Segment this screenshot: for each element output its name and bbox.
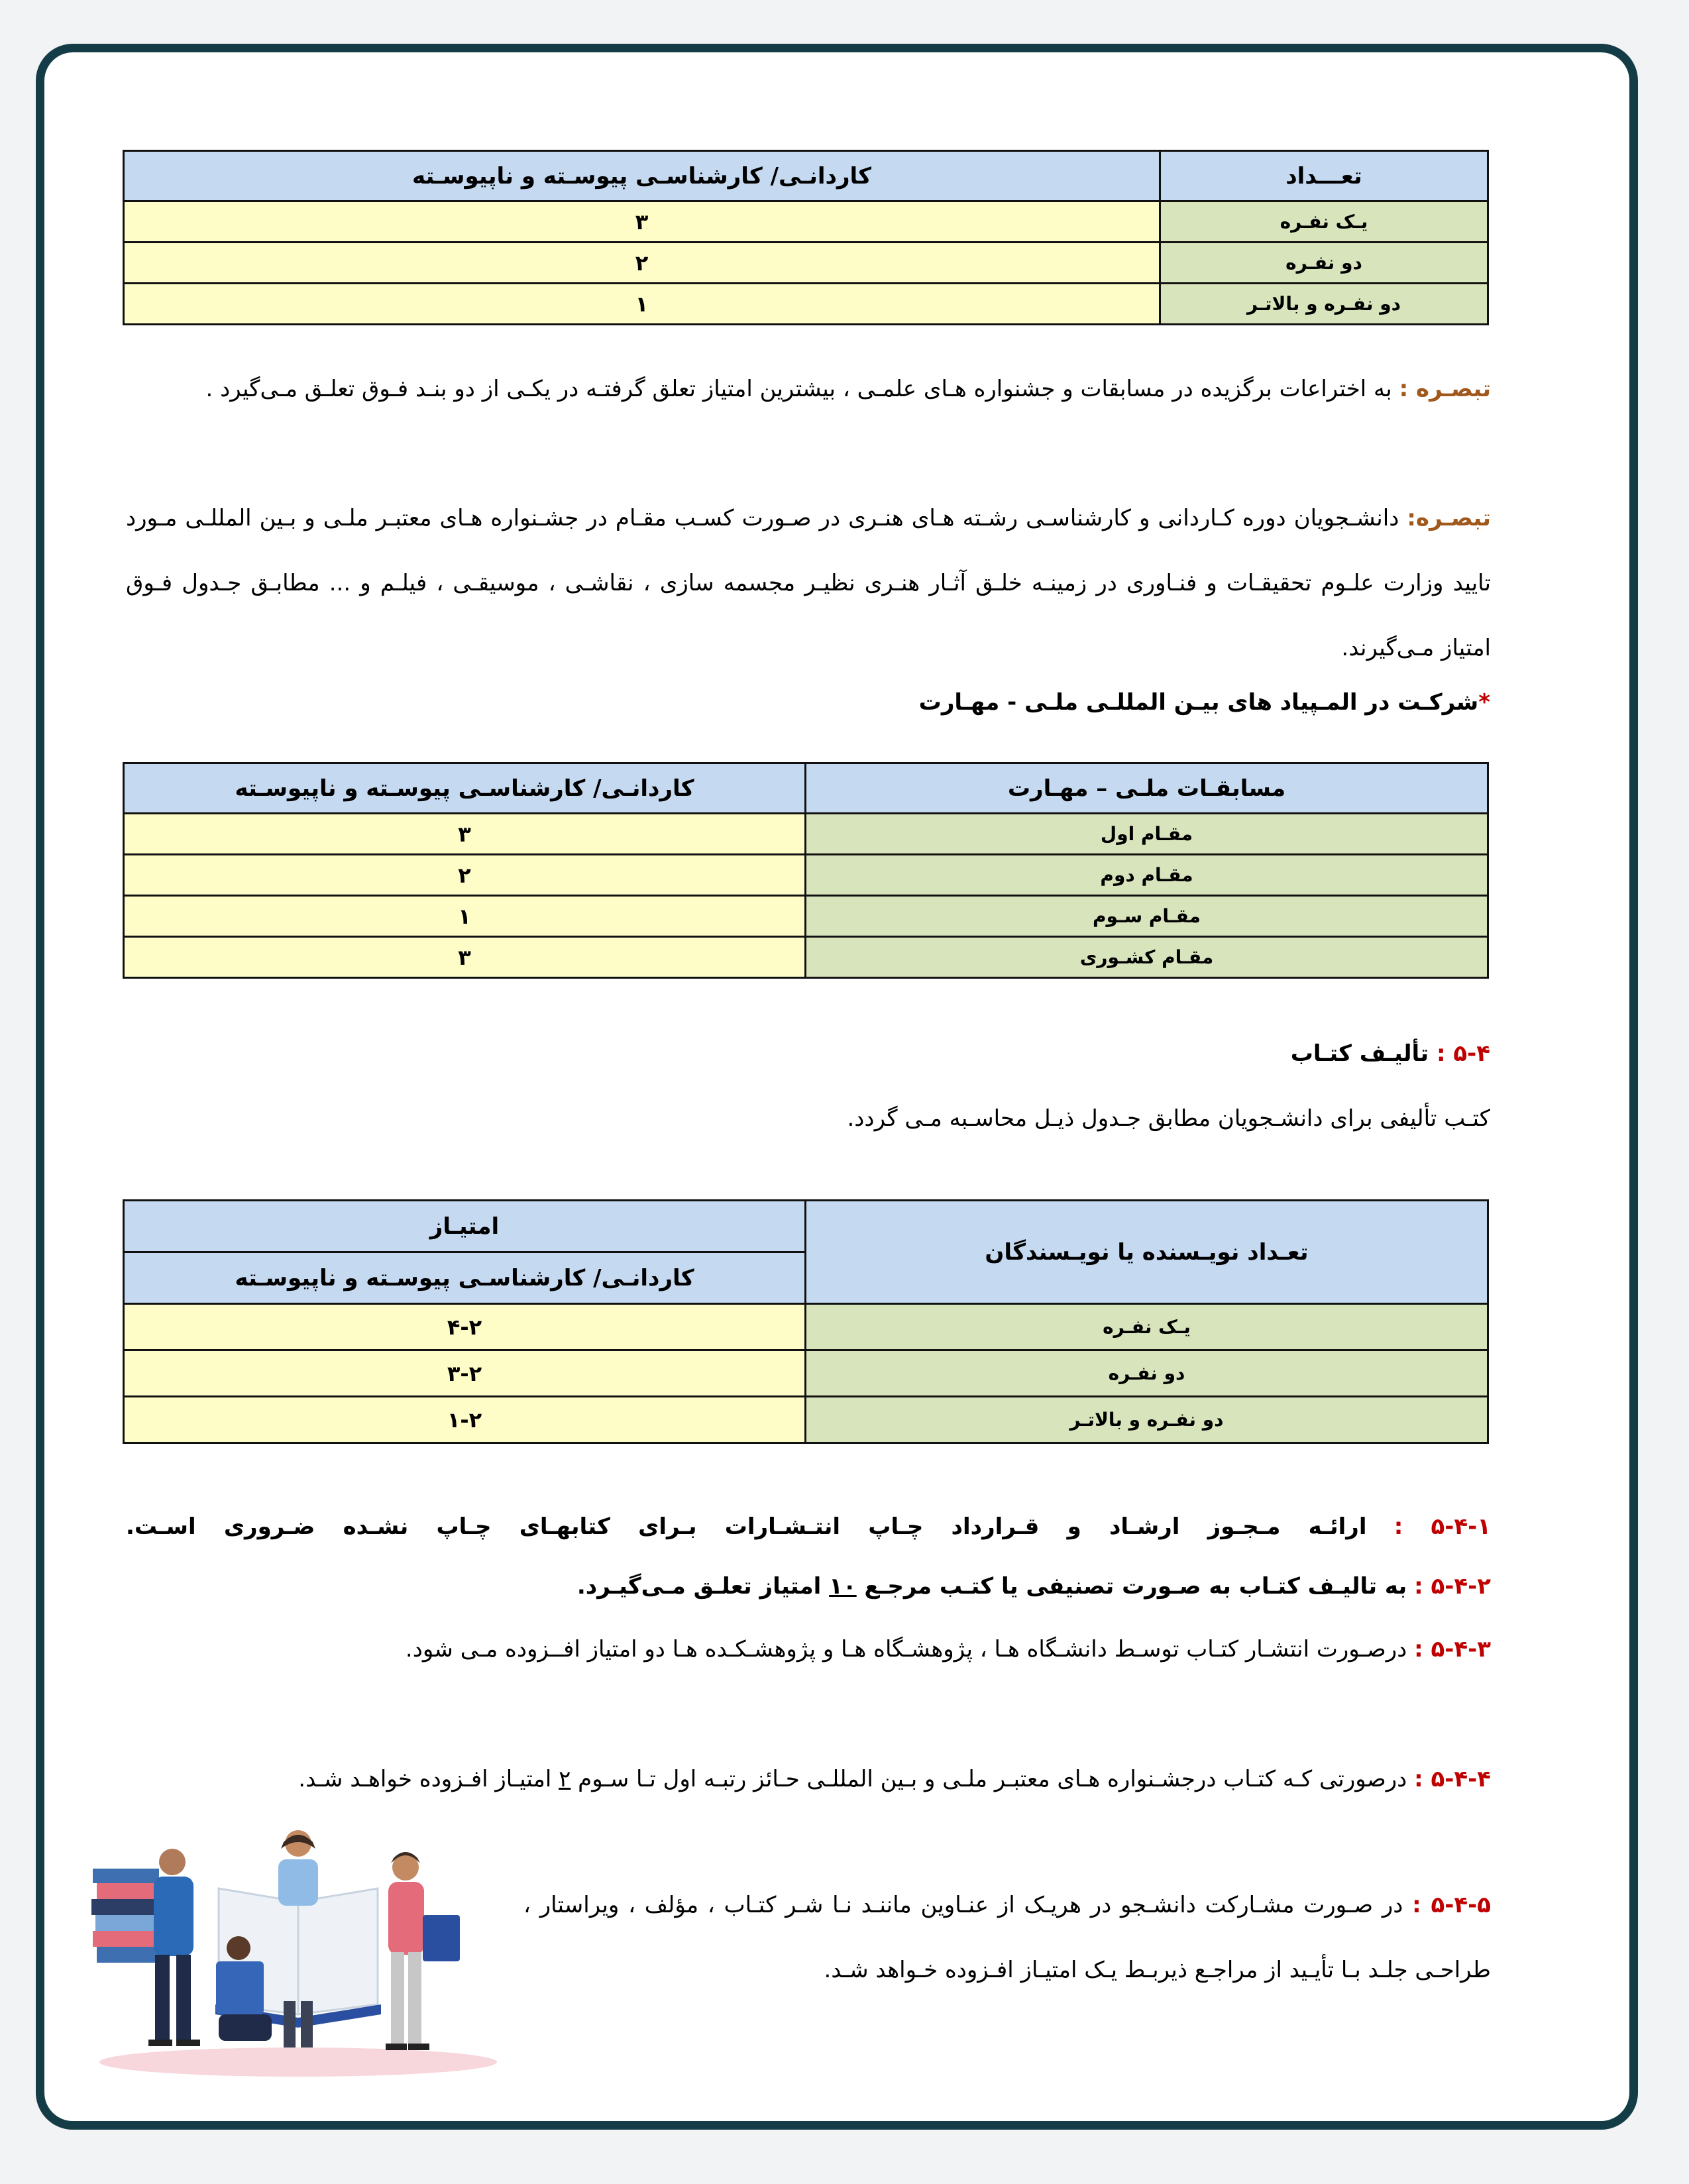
item-points: ۱۰ (829, 1573, 857, 1600)
row-label: مقـام اول (806, 814, 1488, 855)
table-header-degree: کاردانـی/ کارشناسـی پیوسـته و ناپیوسـته (124, 763, 806, 814)
table-header-authors: تعـداد نویـسنده یا نویـسندگان (806, 1201, 1488, 1304)
row-label: دو نفـره و بالاتـر (1160, 284, 1488, 325)
row-value: ۳ (124, 814, 806, 855)
table-header-count: تعـــداد (1160, 151, 1488, 201)
item-text: درصـورت انتشـار کتـاب توسـط دانشـگاه هـا ، پژوهشـگاه هـا و پژوهشـکـده هـا دو امتیاز افــزوده مـی شود. (405, 1636, 1407, 1663)
section-title: تألیـف کتـاب (1290, 1040, 1429, 1067)
item-points: ۲ (559, 1766, 571, 1792)
row-label: مقـام سـوم (806, 896, 1488, 937)
row-label: مقـام کشـوری (806, 937, 1488, 978)
people-reading-books-illustration (80, 1816, 504, 2081)
table-row (124, 855, 1488, 896)
row-value: ۱ (124, 284, 1160, 325)
note-paragraph-1 (126, 356, 1491, 421)
item-text-end: امتیـاز افـزوده خواهـد شـد. (298, 1766, 559, 1792)
table-row (124, 1304, 1488, 1350)
table-row (124, 1350, 1488, 1397)
row-value: ۲ (124, 855, 806, 896)
table-header-score: امتیـاز (124, 1201, 806, 1252)
olympiad-heading (919, 689, 1490, 716)
table-header-competition: مسابقـات ملـی – مهـارت (806, 763, 1488, 814)
item-5-4-5 (523, 1873, 1491, 2002)
star-icon: * (1478, 689, 1490, 716)
item-5-4-4 (126, 1747, 1491, 1812)
table-row (124, 1397, 1488, 1443)
item-number: ۵-۴-۴ : (1414, 1766, 1491, 1792)
row-value: ۳-۲ (124, 1350, 806, 1397)
item-text: به تالیـف کتـاب به صـورت تصنیفی یا کتـب مرجـع (856, 1573, 1407, 1600)
table-olympiad-points (123, 762, 1489, 979)
table-count-points (123, 150, 1489, 325)
person-holding-book-icon (386, 1852, 460, 2050)
table-header-degree: کاردانـی/ کارشناسـی پیوسـته و ناپیوسـته (124, 151, 1160, 201)
section-book-heading (1291, 1040, 1490, 1067)
row-label: دو نفـره (806, 1350, 1488, 1397)
table-book-points (123, 1199, 1489, 1444)
row-label: مقـام دوم (806, 855, 1488, 896)
row-label: یـک نفـره (806, 1304, 1488, 1350)
item-text: در صـورت مشـارکت دانشـجو در هریـک از عنـاوین ماننـد نـا شـر کتـاب ، مؤلف ، ویراستار ، طراحـی جلـد بـا تأیـید از مراجـع ذیربـط یـک امتیـاز افـزوده خـواهد شـد. (523, 1892, 1491, 1983)
book-stack-icon (91, 1869, 160, 1963)
note-text: دانشـجویان دوره کـاردانی و کارشناسـی رشـته هـای هنـری در صـورت کسـب مقـام در جشـنواره هـای معتبـر ملـی و بـین المللـی مـورد تایید وزارت علـوم تحقیقـات و فنـاوری در زمینـه خلـق آثـار هنـری نظیـر مجسمه سازی ، نقاشـی ، موسیقـی ، فیلـم و ... مطابـق جـدول فـوق امتیاز مـی‌گیرند. (126, 505, 1491, 661)
row-value: ۱-۲ (124, 1397, 806, 1443)
item-5-4-1 (126, 1494, 1491, 1559)
note-tag: تبصـره : (1399, 376, 1491, 402)
table-row (124, 201, 1488, 243)
table-row (124, 814, 1488, 855)
item-number: ۵-۴-۱ : (1393, 1513, 1491, 1540)
table-row (124, 243, 1488, 284)
row-value: ۴-۲ (124, 1304, 806, 1350)
row-value: ۲ (124, 243, 1160, 284)
table-row (124, 896, 1488, 937)
item-number: ۵-۴-۵ : (1412, 1892, 1491, 1918)
section-number: ۵-۴ : (1436, 1040, 1490, 1067)
note-text: به اختراعات برگزیده در مسابقات و جشنواره هـای علمـی ، بیشترین امتیاز تعلق گرفتـه در یکـی از دو بنـد فـوق تعلـق مـی‌گیرد . (205, 376, 1392, 402)
item-number: ۵-۴-۲ : (1414, 1573, 1491, 1600)
heading-text: شرکـت در المـپیاد های بیـن المللـی ملـی - مهـارت (918, 689, 1479, 716)
note-tag: تبصـره: (1407, 505, 1491, 531)
item-5-4-2 (126, 1554, 1491, 1619)
row-label: دو نفـره و بالاتـر (806, 1397, 1488, 1443)
row-value: ۱ (124, 896, 806, 937)
item-text-end: امتیاز تعلـق مـی‌گیـرد. (576, 1573, 830, 1600)
row-label: یـک نفـره (1160, 201, 1488, 243)
row-value: ۳ (124, 201, 1160, 243)
note-paragraph-2 (126, 486, 1491, 681)
item-5-4-3 (126, 1617, 1491, 1682)
row-label: دو نفـره (1160, 243, 1488, 284)
row-value: ۳ (124, 937, 806, 978)
item-text: ارائـه مـجـوز ارشـاد و قـرارداد چـاپ انتـشـارات بـرای کتابهـای چـاپ نشـده ضـروری اسـت. (126, 1513, 1367, 1540)
section-book-intro: کتـب تألیفی برای دانشـجویان مطابق جـدول ذیـل محاسـبه مـی گردد. (847, 1105, 1490, 1132)
table-row (124, 937, 1488, 978)
table-row (124, 284, 1488, 325)
item-number: ۵-۴-۳ : (1414, 1636, 1491, 1663)
table-header-degree: کاردانـی/ کارشناسـی پیوسـته و ناپیوسـته (124, 1252, 806, 1304)
item-text: درصورتی کـه کتـاب درجشـنواره هـای معتبـر ملـی و بـین المللـی حـائز رتبـه اول تـا سـوم (571, 1766, 1407, 1792)
